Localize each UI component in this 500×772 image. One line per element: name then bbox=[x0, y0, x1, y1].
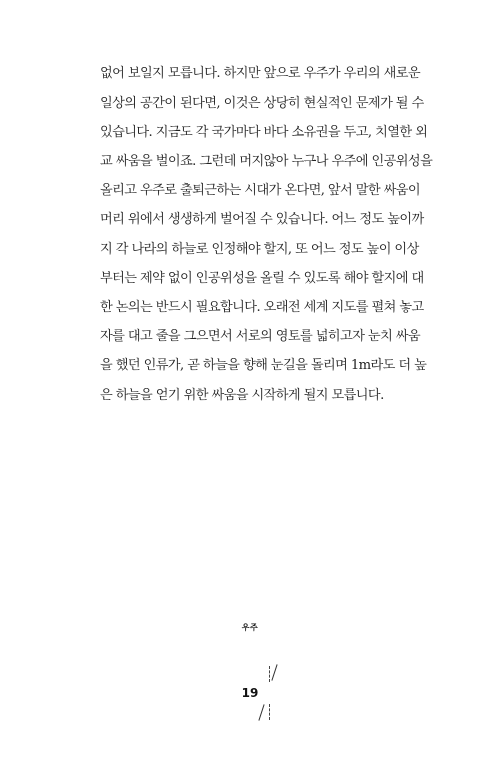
body-line: 교 싸움을 벌이죠. 그런데 머지않아 누구나 우주에 인공위성을 bbox=[100, 154, 433, 169]
section-title: 우주 bbox=[241, 623, 259, 632]
dashed-divider-bottom bbox=[269, 704, 270, 720]
dashed-divider-top bbox=[269, 666, 270, 682]
body-line: 한 논의는 반드시 필요합니다. 오래전 세계 지도를 펼쳐 놓고 bbox=[100, 300, 424, 315]
body-line: 머리 위에서 생생하게 벌어질 수 있습니다. 어느 정도 높이까 bbox=[100, 212, 424, 227]
body-line: 자를 대고 줄을 그으면서 서로의 영토를 넓히고자 눈치 싸움 bbox=[100, 329, 421, 344]
body-line: 있습니다. 지금도 각 국가마다 바다 소유권을 두고, 치열한 외 bbox=[100, 125, 428, 140]
slash-ornament-bottom bbox=[258, 704, 264, 720]
body-line: 을 했던 인류가, 곧 하늘을 향해 눈길을 돌리며 1m라도 더 높 bbox=[100, 358, 427, 373]
body-line: 없어 보일지 모릅니다. 하지만 앞으로 우주가 우리의 새로운 bbox=[100, 66, 421, 81]
page-number: 19 bbox=[241, 686, 259, 700]
body-line: 올리고 우주로 출퇴근하는 시대가 온다면, 앞서 말한 싸움이 bbox=[100, 183, 421, 198]
page-marker bbox=[0, 656, 500, 726]
body-line: 지 각 나라의 하늘로 인정해야 할지, 또 어느 정도 높이 이상 bbox=[100, 242, 419, 257]
body-line: 일상의 공간이 된다면, 이것은 상당히 현실적인 문제가 될 수 bbox=[100, 96, 424, 111]
slash-ornament-top bbox=[271, 664, 277, 680]
body-line: 부터는 제약 없이 인공위성을 올릴 수 있도록 해야 할지에 대 bbox=[100, 271, 424, 286]
body-line: 은 하늘을 얻기 위한 싸움을 시작하게 될지 모릅니다. bbox=[100, 388, 384, 403]
